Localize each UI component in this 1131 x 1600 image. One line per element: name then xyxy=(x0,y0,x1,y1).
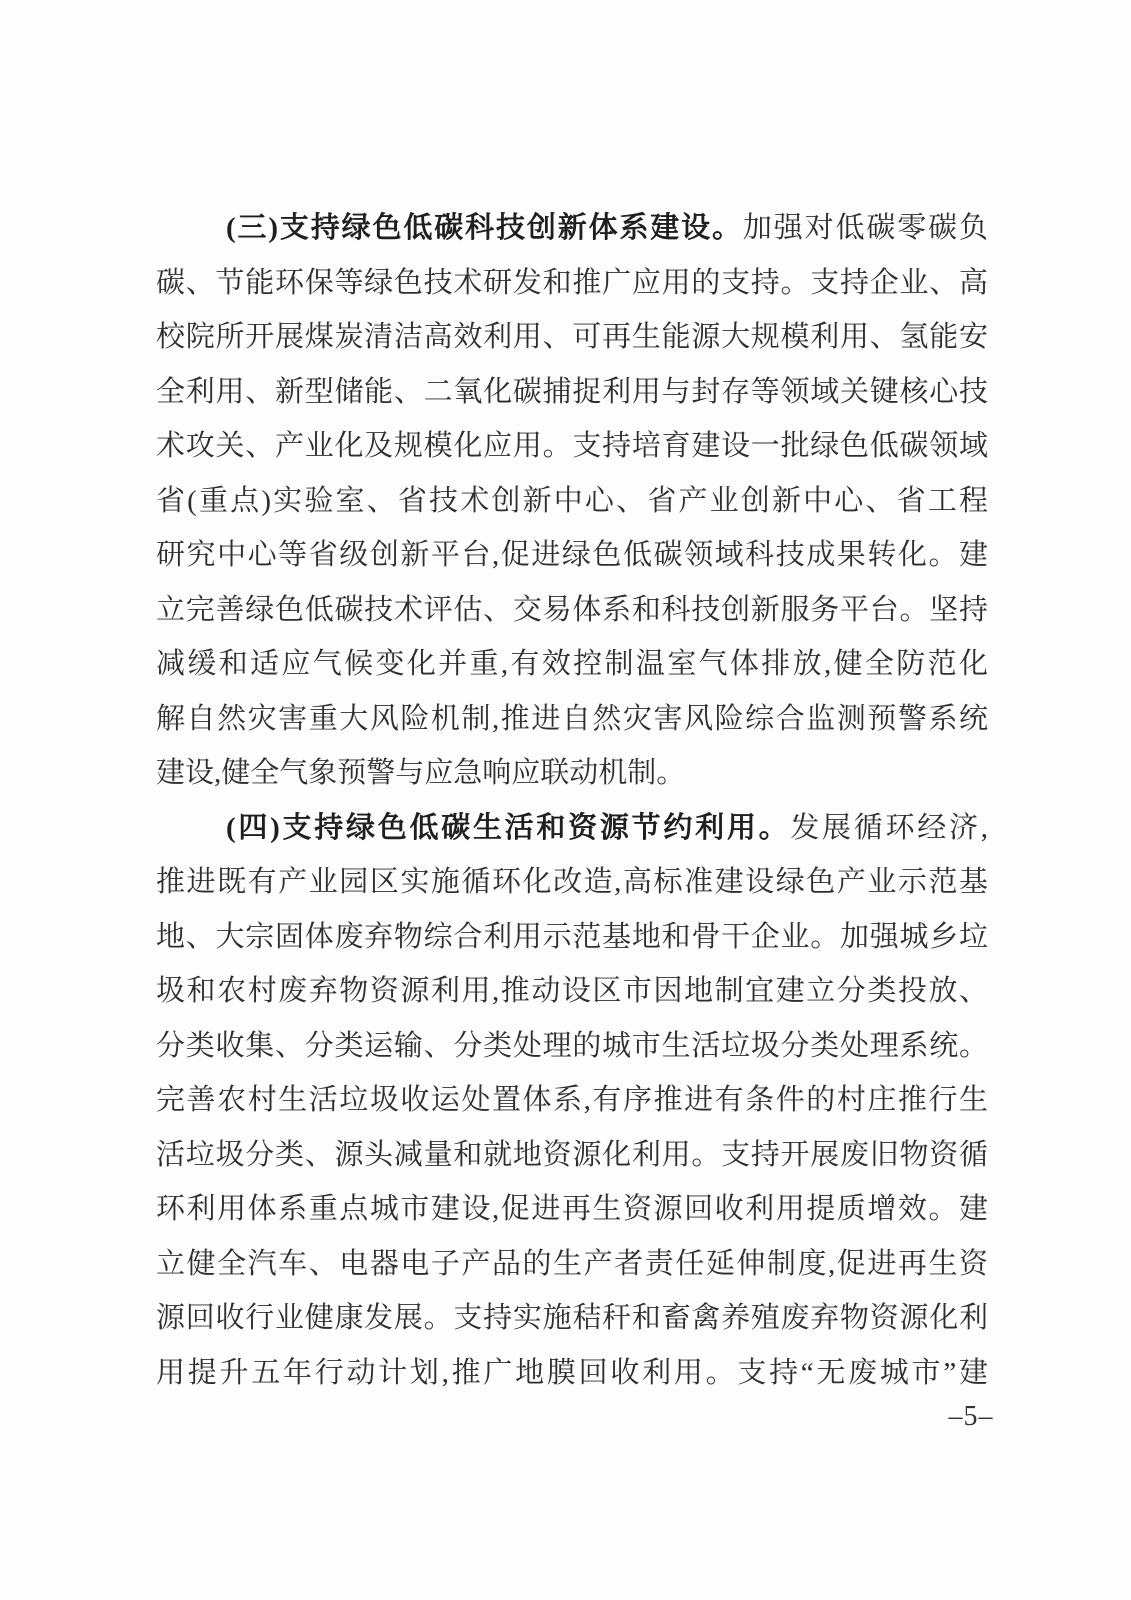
text-line: 分类收集、分类运输、分类处理的城市生活垃圾分类处理系统。 xyxy=(156,1029,988,1062)
section-heading: (四)支持绿色低碳生活和资源节约利用。 xyxy=(226,811,791,844)
text-line xyxy=(156,201,988,256)
page-number: –5– xyxy=(948,1401,994,1432)
text-line: 减缓和适应气候变化并重,有效控制温室气体排放,健全防范化 xyxy=(156,648,988,680)
paragraph-section-3 xyxy=(156,201,988,801)
document-body xyxy=(156,201,988,1400)
text-line: 源回收行业健康发展。支持实施秸秆和畜禽养殖废弃物资源化利 xyxy=(156,1302,988,1334)
text-run: 发展循环经济, xyxy=(790,811,988,844)
paragraph-section-4 xyxy=(156,801,988,1401)
text-line: 术攻关、产业化及规模化应用。支持培育建设一批绿色低碳领域 xyxy=(156,430,988,462)
text-line: 环利用体系重点城市建设,促进再生资源回收利用提质增效。建 xyxy=(156,1193,988,1225)
text-line: 碳、节能环保等绿色技术研发和推广应用的支持。支持企业、高 xyxy=(156,266,988,299)
text-run: 加强对低碳零碳负 xyxy=(742,212,988,244)
text-line: 立完善绿色低碳技术评估、交易体系和科技创新服务平台。坚持 xyxy=(156,593,988,626)
text-line: 用提升五年行动计划,推广地膜回收利用。支持“无废城市”建 xyxy=(156,1356,988,1389)
text-line: 校院所开展煤炭清洁高效利用、可再生能源大规模利用、氢能安 xyxy=(156,321,988,353)
text-line: 完善农村生活垃圾收运处置体系,有序推进有条件的村庄推行生 xyxy=(156,1084,988,1116)
text-line: 推进既有产业园区实施循环化改造,高标准建设绿色产业示范基 xyxy=(156,866,988,898)
text-line: 省(重点)实验室、省技术创新中心、省产业创新中心、省工程 xyxy=(156,484,988,517)
text-line: 研究中心等省级创新平台,促进绿色低碳领域科技成果转化。建 xyxy=(156,539,988,571)
text-line: 圾和农村废弃物资源利用,推动设区市因地制宜建立分类投放、 xyxy=(156,975,988,1007)
section-heading: (三)支持绿色低碳科技创新体系建设。 xyxy=(226,212,743,244)
text-line: 立健全汽车、电器电子产品的生产者责任延伸制度,促进再生资 xyxy=(156,1247,988,1280)
text-line xyxy=(156,801,988,856)
text-line: 地、大宗固体废弃物综合利用示范基地和骨干企业。加强城乡垃 xyxy=(156,920,988,953)
text-line: 活垃圾分类、源头减量和就地资源化利用。支持开展废旧物资循 xyxy=(156,1138,988,1171)
text-line: 建设,健全气象预警与应急响应联动机制。 xyxy=(156,757,686,789)
text-line: 全利用、新型储能、二氧化碳捕捉利用与封存等领域关键核心技 xyxy=(156,375,988,408)
text-line: 解自然灾害重大风险机制,推进自然灾害风险综合监测预警系统 xyxy=(156,702,988,735)
